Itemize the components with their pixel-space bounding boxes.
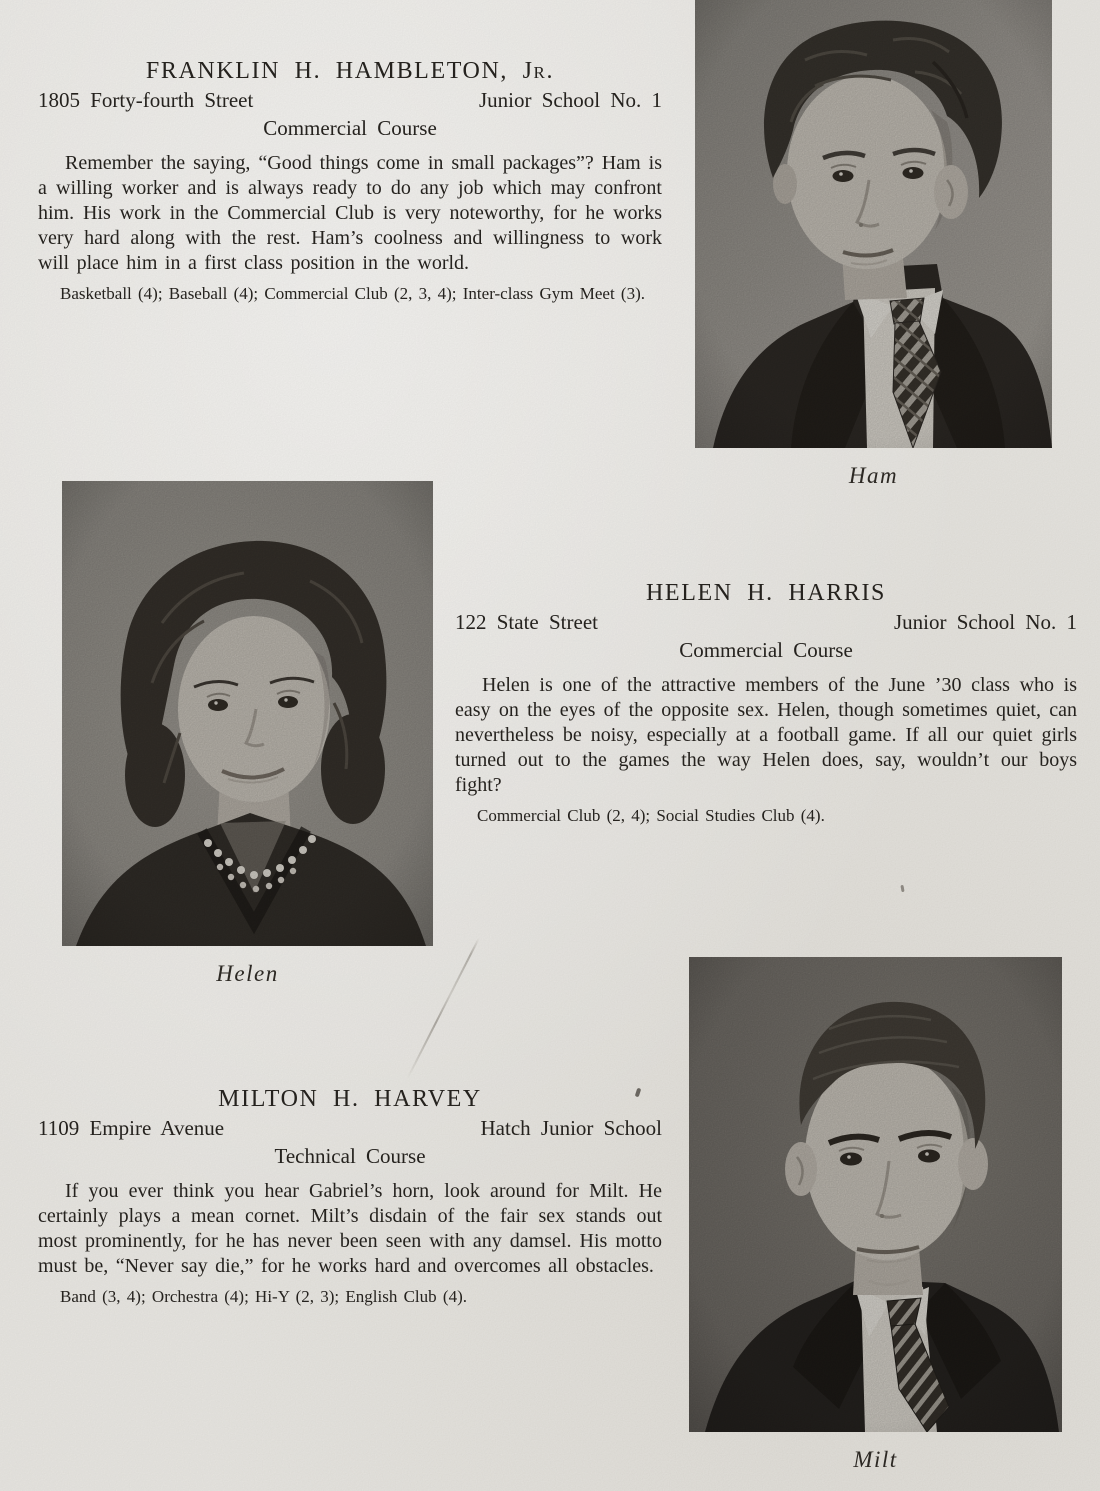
young-man-portrait-image [689,957,1062,1432]
photo-caption-ham: Ham [848,463,899,488]
woman-portrait-image [62,481,433,946]
portrait-photo-milt [689,957,1062,1473]
entry-harris [455,578,1077,827]
student-address: 1805 Forty-fourth Street [38,88,254,112]
boy-portrait-image [695,0,1052,448]
student-activities: Commercial Club (2, 4); Social Studies Club (4). [477,806,825,825]
entry-hambleton [38,56,662,305]
student-name: HELEN H. HARRIS [646,580,886,606]
student-name: FRANKLIN H. HAMBLETON, Jr. [145,58,555,84]
portrait-photo-helen [62,481,433,987]
address-school-row [38,1115,662,1142]
student-address: 1109 Empire Avenue [38,1116,225,1140]
address-school-row [455,609,1077,636]
student-address: 122 State Street [455,610,598,634]
student-course: Commercial Course [679,638,853,662]
ink-speck [900,885,904,892]
student-name: MILTON H. HARVEY [218,1086,482,1112]
student-course: Commercial Course [263,116,437,140]
student-bio: If you ever think you hear Gabriel’s horn, look around for Milt. He certainly plays a mean cornet. Milt’s disdain of the fair sex stands out most prominently, for he has never been seen with any damsel. His motto must be, “Never say die,” for he works hard and overcomes all obstacles. [38,1180,662,1277]
student-bio: Helen is one of the attractive members of the June ’30 class who is easy on the eyes of the opposite sex. Helen, though sometimes quiet, can nevertheless be noisy, especially at a football game. If all our quiet girls turned out to the games the way Helen does, say, wouldn’t our boys fight? [455,674,1077,796]
student-school: Junior School No. 1 [894,610,1077,634]
photo-caption-milt: Milt [853,1447,898,1472]
entry-harvey [38,1084,662,1308]
student-school: Junior School No. 1 [479,88,662,112]
portrait-photo-ham [695,0,1052,489]
student-activities: Basketball (4); Baseball (4); Commercial Club (2, 3, 4); Inter-class Gym Meet (3). [60,284,645,303]
student-school: Hatch Junior School [480,1116,662,1140]
student-bio: Remember the saying, “Good things come in small packages”? Ham is a willing worker and is always ready to do any job which may confront him. His work in the Commercial Club is very noteworthy, for he works very hard along with the rest. Ham’s coolness and willingness to work will place him in a first class position in the world. [38,152,662,274]
address-school-row [38,87,662,114]
student-activities: Band (3, 4); Orchestra (4); Hi-Y (2, 3); English Club (4). [60,1287,467,1306]
student-course: Technical Course [274,1144,426,1168]
photo-caption-helen: Helen [216,961,279,986]
